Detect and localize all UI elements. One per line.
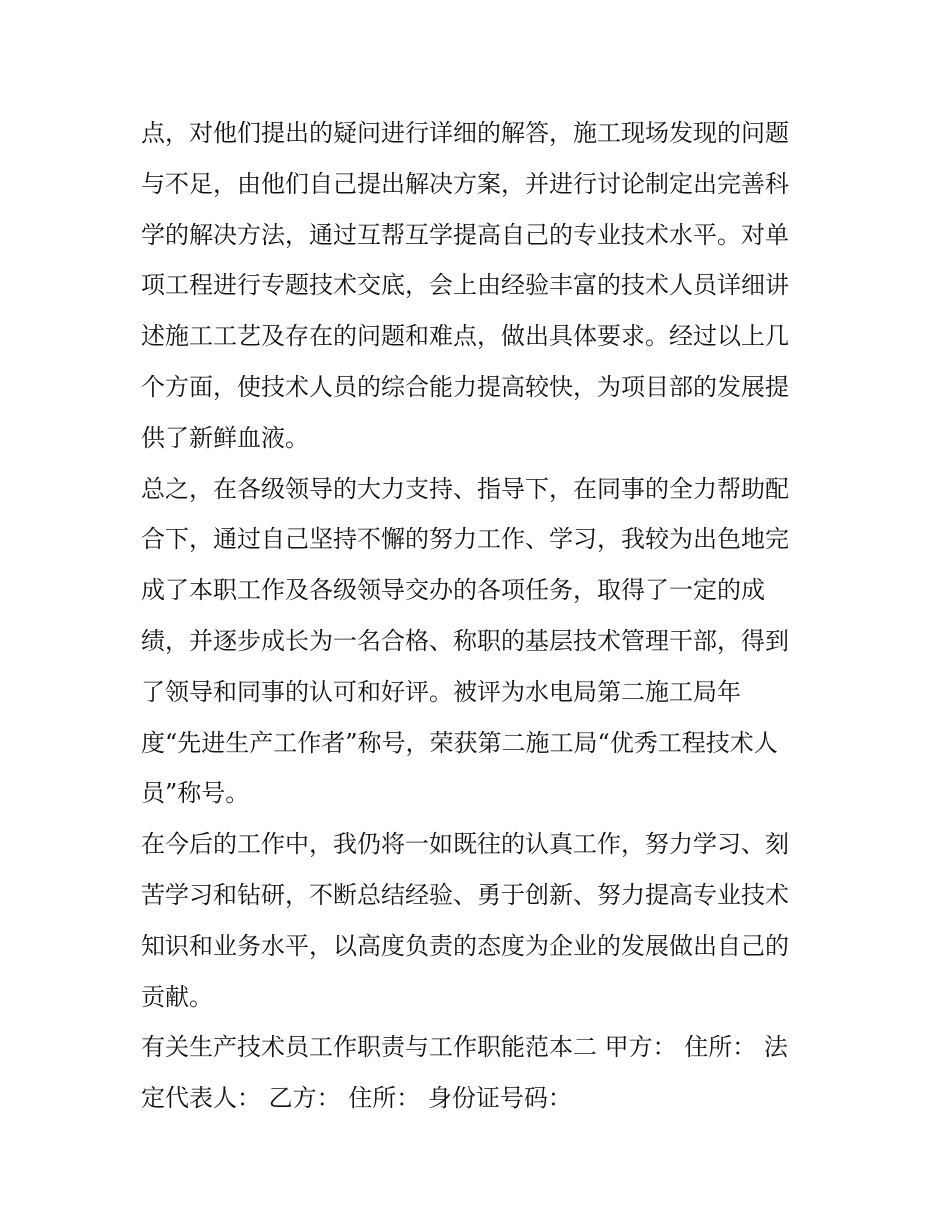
text-line: 度“先进生产工作者”称号，荣获第二施工局“优秀工程技术人 — [141, 728, 778, 757]
text-line: 述施工工艺及存在的问题和难点，做出具体要求。经过以上几 — [141, 322, 789, 351]
document-body — [141, 108, 813, 1124]
paragraph-summary — [141, 464, 813, 820]
text-line: 项工程进行专题技术交底，会上由经验丰富的技术人员详细讲 — [141, 271, 789, 300]
text-line: 与不足，由他们自己提出解决方案，并进行讨论制定出完善科 — [141, 169, 789, 198]
paragraph-training — [141, 108, 813, 464]
text-line: 知识和业务水平，以高度负责的态度为企业的发展做出自己的 — [141, 931, 789, 960]
text-line: 了领导和同事的认可和好评。被评为水电局第二施工局年 — [141, 677, 741, 706]
text-line: 贡献。 — [141, 982, 213, 1011]
text-line: 点，对他们提出的疑问进行详细的解答，施工现场发现的问题 — [141, 119, 789, 147]
text-line: 学的解决方法，通过互帮互学提高自己的专业技术水平。对单 — [141, 220, 789, 249]
paragraph-contract-header — [141, 1022, 813, 1124]
text-line: 苦学习和钻研，不断总结经验、勇于创新、努力提高专业技术 — [141, 880, 789, 909]
text-line: 员”称号。 — [141, 779, 250, 808]
paragraph-future — [141, 819, 813, 1022]
text-line: 定代表人： 乙方： 住所： 身份证号码： — [141, 1084, 572, 1113]
text-line: 个方面，使技术人员的综合能力提高较快，为项目部的发展提 — [141, 372, 789, 401]
text-line: 成了本职工作及各级领导交办的各项任务，取得了一定的成 — [141, 576, 765, 605]
text-line: 供了新鲜血液。 — [141, 423, 309, 452]
text-line: 有关生产技术员工作职责与工作职能范本二 甲方： 住所： 法 — [141, 1033, 788, 1062]
text-line: 合下，通过自己坚持不懈的努力工作、学习，我较为出色地完 — [141, 525, 789, 554]
text-line: 在今后的工作中，我仍将一如既往的认真工作，努力学习、刻 — [141, 830, 789, 859]
text-line: 总之，在各级领导的大力支持、指导下，在同事的全力帮助配 — [141, 474, 789, 503]
text-line: 绩，并逐步成长为一名合格、称职的基层技术管理干部，得到 — [141, 626, 789, 655]
